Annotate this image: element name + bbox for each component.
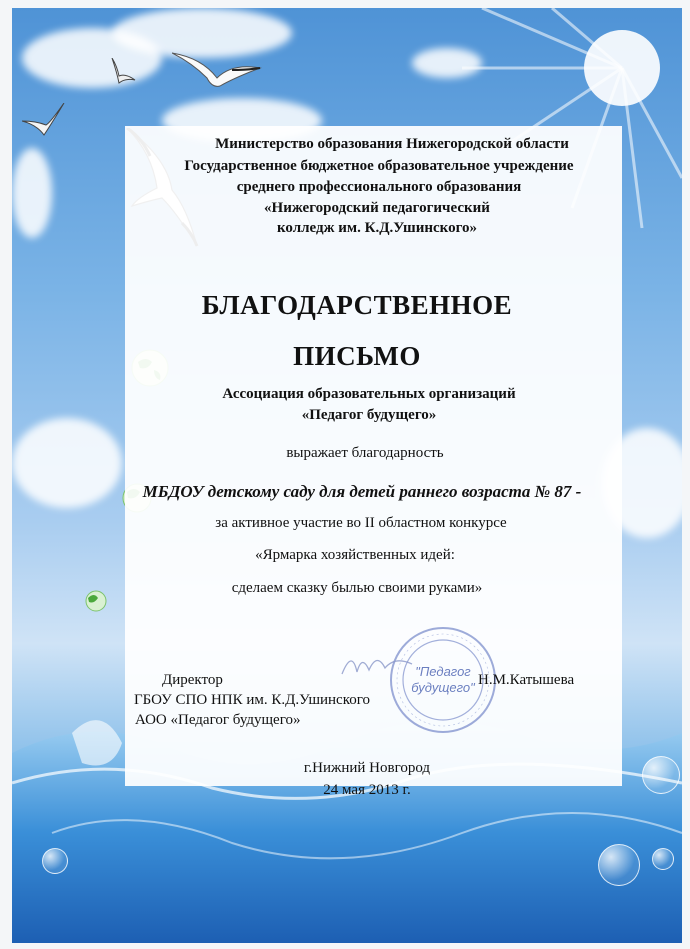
city: г.Нижний Новгород <box>303 760 431 776</box>
signer-org-2: АОО «Педагог будущего» <box>135 712 301 728</box>
seagull-icon <box>172 48 262 98</box>
honoree-name: МБДОУ детскому саду для детей раннего возраста № 87 - <box>142 482 582 501</box>
issuer-line-2: «Педагог будущего» <box>301 407 437 423</box>
bubble <box>598 844 640 886</box>
header-line-3: среднего профессионального образования <box>236 179 522 195</box>
header-line-1: Министерство образования Нижегородской области <box>215 136 569 152</box>
contest-name-line-2: сделаем сказку былью своими руками» <box>231 580 483 596</box>
signature-scribble <box>337 644 417 684</box>
participation-text: за активное участие во II областном конкурсе <box>215 515 507 531</box>
document-title-line-1: БЛАГОДАРСТВЕННОЕ <box>201 290 513 320</box>
seagull-icon <box>107 58 137 88</box>
signer-role: Директор <box>162 672 223 688</box>
bubble <box>42 848 68 874</box>
document-title-line-2: ПИСЬМО <box>293 341 421 371</box>
date: 24 мая 2013 г. <box>323 782 411 798</box>
contest-name-line-1: «Ярмарка хозяйственных идей: <box>255 547 455 563</box>
issuer-line-1: Ассоциация образовательных организаций <box>222 386 516 402</box>
certificate-background <box>12 8 682 943</box>
stamp-center-line1: "Педагог <box>415 664 471 679</box>
bubble <box>652 848 674 870</box>
header-line-5: колледж им. К.Д.Ушинского» <box>276 220 478 236</box>
stamp-center-line2: будущего" <box>411 680 475 695</box>
header-line-2: Государственное бюджетное образовательное учреждение <box>184 158 574 174</box>
signer-name: Н.М.Катышева <box>478 672 575 688</box>
header-line-4: «Нижегородский педагогический <box>264 200 490 216</box>
signer-org-1: ГБОУ СПО НПК им. К.Д.Ушинского <box>134 692 371 708</box>
expresses-gratitude: выражает благодарность <box>286 445 444 461</box>
